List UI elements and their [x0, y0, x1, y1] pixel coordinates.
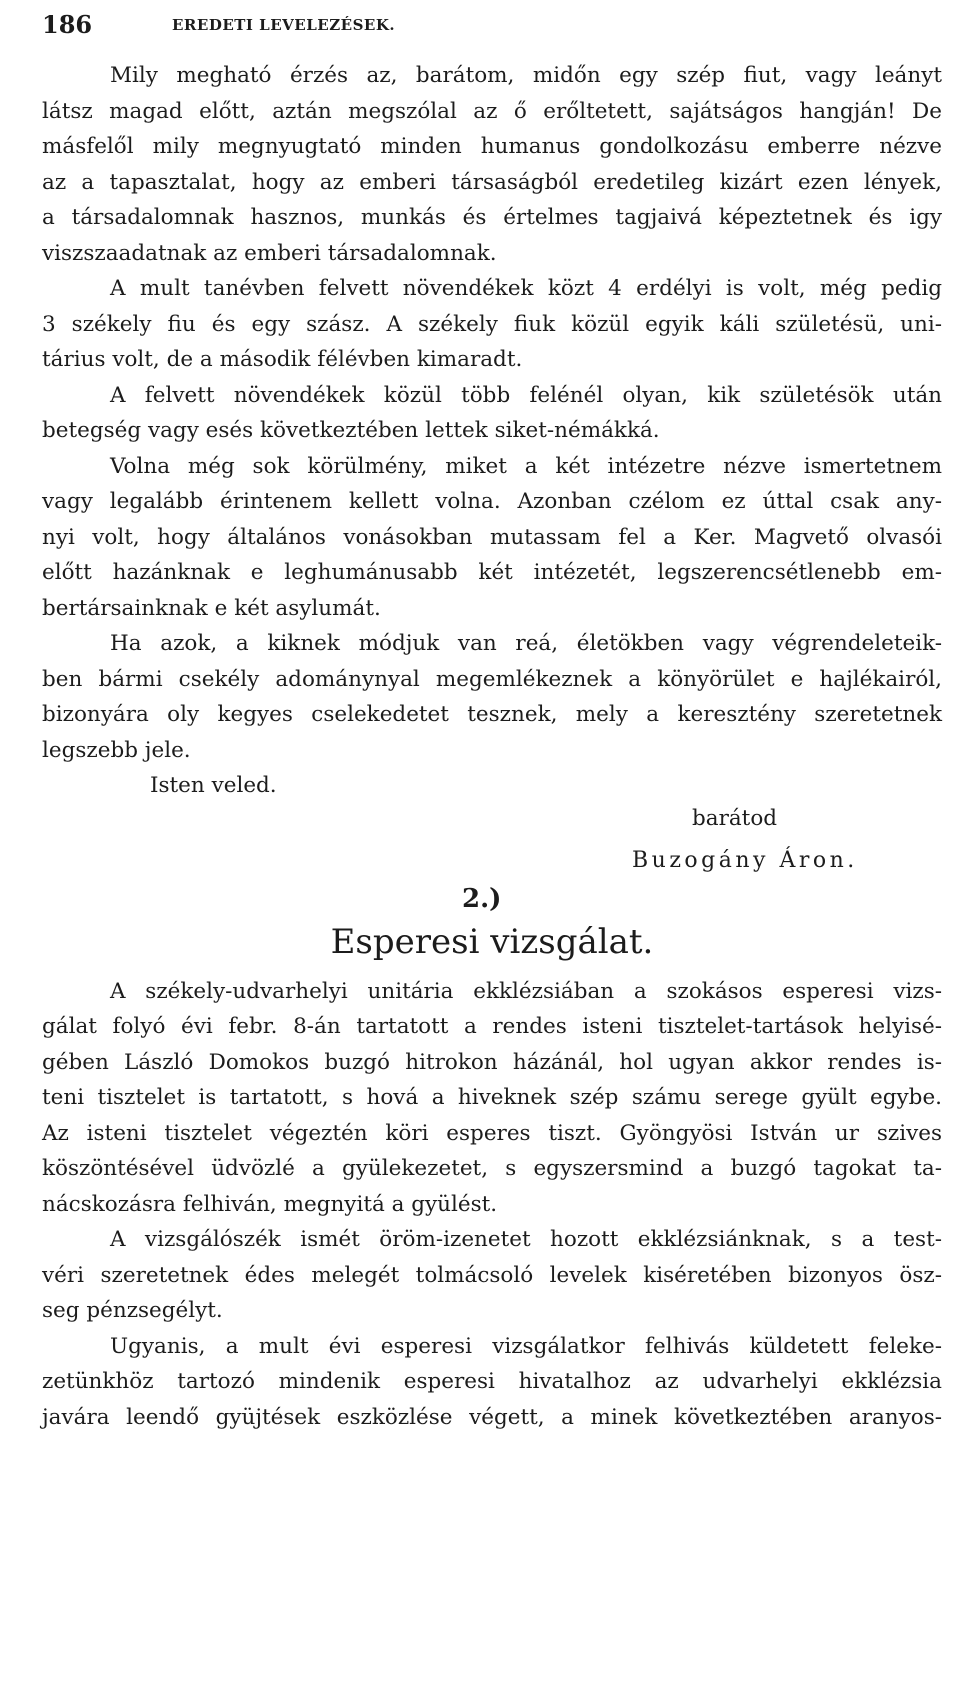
- signature-name: Buzogány Áron.: [632, 847, 858, 873]
- letter-text: [42, 58, 942, 804]
- body-text: [42, 58, 942, 1435]
- section-title: Esperesi vizsgálat.: [330, 921, 654, 962]
- text-line: seg pénzsegélyt.: [42, 1298, 223, 1323]
- text-line: tárius volt, de a második félévben kimaradt.: [42, 347, 523, 372]
- text-line: Isten veled.: [150, 773, 277, 798]
- text-line: vagy legalább érintenem kellett volna. Azonban czélom ez úttal csak any-: [42, 489, 942, 514]
- text-line: nácskozásra felhiván, megnyitá a gyülést.: [42, 1191, 498, 1217]
- text-line: ben bármi csekély adománynyal megemlékeznek a könyörület e hajlékairól,: [42, 666, 942, 692]
- text-line: bizonyára oly kegyes cselekedetet tesznek, mely a keresztény szeretetnek: [42, 702, 942, 727]
- text-line: betegség vagy esés következtében lettek siket-némákká.: [42, 418, 660, 443]
- text-line: A székely-udvarhelyi unitária ekklézsiában a szokásos esperesi vizs-: [110, 978, 942, 1004]
- text-line: zetünkhöz tartozó mindenik esperesi hivatalhoz az udvarhelyi ekklézsia: [42, 1369, 942, 1394]
- text-line: A felvett növendékek közül több felénél olyan, kik születésök után: [110, 382, 942, 408]
- text-line: bertársainknak e két asylumát.: [42, 595, 381, 621]
- text-line: véri szeretetnek édes melegét tolmácsoló levelek kiséretében bizonyos ösz-: [42, 1262, 942, 1288]
- text-line: látsz magad előtt, aztán megszólal az ő erőltetett, sajátságos hangján! De: [42, 98, 942, 124]
- text-line: legszebb jele.: [42, 737, 191, 763]
- text-line: Mily megható érzés az, barátom, midőn egy szép fiut, vagy leányt: [110, 63, 942, 88]
- page-header: [42, 6, 942, 42]
- section-number: 2.): [462, 883, 502, 914]
- book-page: [42, 0, 942, 1704]
- text-line: Ugyanis, a mult évi esperesi vizsgálatkor felhivás küldetett feleke-: [110, 1333, 942, 1359]
- text-line: javára leendő gyüjtések eszközlése végett, a minek következtében aranyos-: [42, 1404, 942, 1430]
- text-line: teni tisztelet is tartatott, s hová a hiveknek szép számu serege gyült egybe.: [42, 1085, 942, 1110]
- text-line: köszöntésével üdvözlé a gyülekezetet, s egyszersmind a buzgó tagokat ta-: [42, 1156, 942, 1181]
- text-line: 3 székely fiu és egy szász. A székely fiuk közül egyik káli születésü, uni-: [42, 311, 942, 337]
- signature-block: [42, 804, 942, 914]
- text-line: másfelől mily megnyugtató minden humanus gondolkozásu emberre nézve: [42, 134, 942, 159]
- text-line: gében László Domokos buzgó hitrokon házánál, hol ugyan akkor rendes is-: [42, 1049, 942, 1075]
- section-text: [42, 974, 942, 1436]
- text-line: viszszaadatnak az emberi társadalomnak.: [42, 240, 497, 266]
- text-line: Ha azok, a kiknek módjuk van reá, életökben vagy végrendeleteik-: [110, 631, 942, 656]
- text-line: A mult tanévben felvett növendékek közt 4 erdélyi is volt, még pedig: [110, 276, 942, 301]
- text-line: a társadalomnak hasznos, munkás és értelmes tagjaivá képeztetnek és igy: [42, 205, 942, 230]
- text-line: A vizsgálószék ismét öröm-izenetet hozott ekklézsiánknak, s a test-: [110, 1227, 942, 1252]
- text-line: Volna még sok körülmény, miket a két intézetre nézve ismertetnem: [110, 453, 942, 479]
- text-line: nyi volt, hogy általános vonásokban mutassam fel a Ker. Magvető olvasói: [42, 524, 942, 550]
- text-line: gálat folyó évi febr. 8-án tartatott a rendes isteni tisztelet-tartások helyisé-: [42, 1014, 942, 1039]
- text-line: Az isteni tisztelet végeztén köri esperes tiszt. Gyöngyösi István ur szives: [42, 1120, 942, 1146]
- text-line: az a tapasztalat, hogy az emberi társaságból eredetileg kizárt ezen lények,: [42, 169, 942, 195]
- closing-salutation: barátod: [692, 805, 778, 831]
- running-head: EREDETI LEVELEZÉSEK.: [172, 16, 396, 34]
- text-line: előtt hazánknak e leghumánusabb két intézetét, legszerencsétlenebb em-: [42, 560, 942, 585]
- page-number: 186: [42, 10, 93, 39]
